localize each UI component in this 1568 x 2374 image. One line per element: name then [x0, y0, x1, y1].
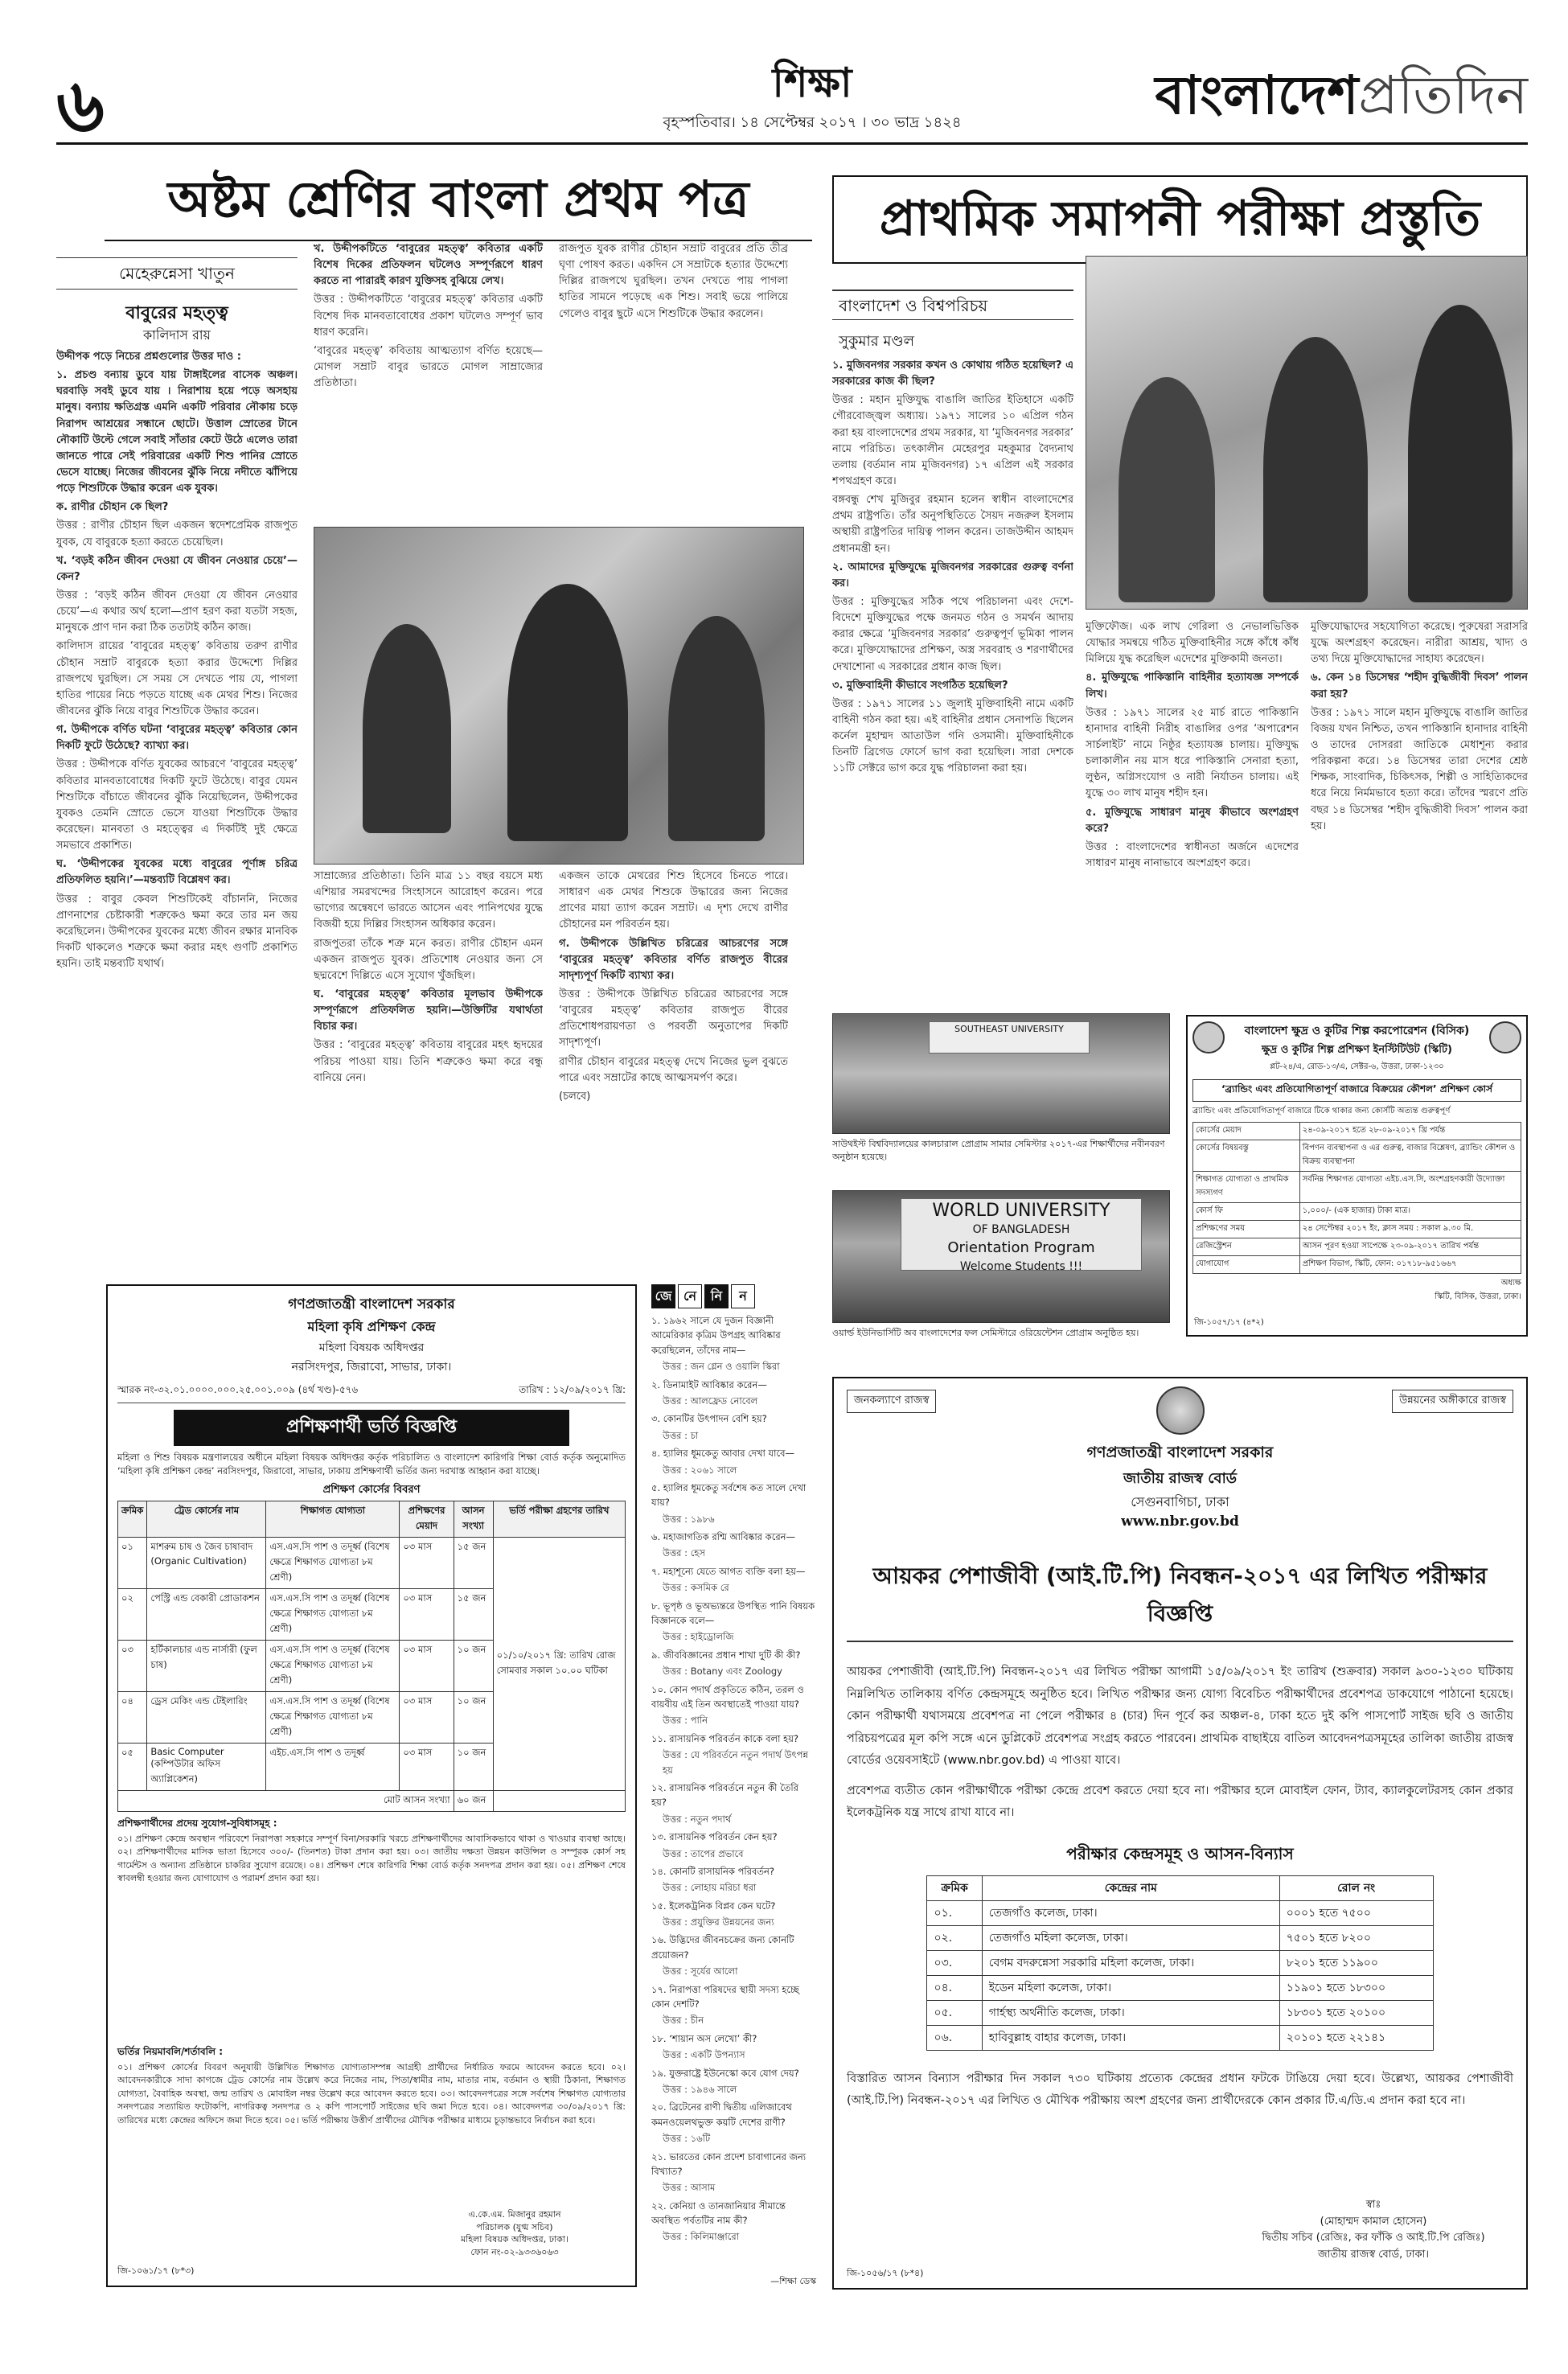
paragraph: উত্তর : ১৯৭১ সালের ২৫ মার্চ রাতে পাকিস্তানি হানাদার বাহিনী নিরীহ বাঙালির ওপর ‘অপারেশন সার্চলাইট’ নামে নিষ্ঠুর হত্যাযজ্ঞ চালায়। মুক্তিযুদ্ধ চলাকালীন নয় মাস ধরে পাকিস্তানি সেনারা হত্যা, লুণ্ঠন, অগ্নিসংযোগ ও নারী নির্যাতন চালায়। এই যুদ্ধে ৩০ লাখ মানুষ শহীদ হন। — [1086, 706, 1299, 800]
column-header: ক্রমিক — [118, 1501, 147, 1537]
row-value: ১,০০০/- (এক হাজার) টাকা মাত্র। — [1299, 1203, 1521, 1221]
table-row — [1193, 1238, 1521, 1256]
quiz-heading-letter: ন — [731, 1284, 755, 1308]
article-column — [559, 869, 788, 1238]
photo-banner: SOUTHEAST UNIVERSITY — [929, 1021, 1090, 1054]
paragraph: একজন তাকে মেথরের শিশু হিসেবে চিনতে পারে। সাধারণ এক মেথর শিশুকে উদ্ধারের জন্য নিজের প্রাণের মায়া ত্যাগ করেন সম্রাট। এ দৃশ্য দেখে রাণীর চৌহানের মন পরিবর্তন হয়। — [559, 870, 788, 931]
column-header: ভর্তি পরীক্ষা গ্রহণের তারিখ — [493, 1501, 625, 1537]
row-label: কোর্সের মেয়াদ — [1193, 1123, 1300, 1140]
bangla-lesson-article — [56, 161, 812, 1242]
table-cell: ০৩ মাস — [400, 1743, 454, 1790]
article-column — [1311, 619, 1528, 1001]
ad-banner: প্রশিক্ষণার্থী ভর্তি বিজ্ঞপ্তি — [174, 1410, 569, 1446]
table-cell: ০৪ — [118, 1691, 147, 1743]
newspaper-name — [1155, 55, 1528, 143]
article-column — [314, 869, 543, 1238]
table-cell: ০৩ — [118, 1640, 147, 1691]
paragraph: ২. আমাদের মুক্তিযুদ্ধে মুজিবনগর সরকারের গুরুত্ব বর্ণনা কর। — [832, 561, 1073, 589]
table-cell: ০৩ মাস — [400, 1691, 454, 1743]
paragraph: ৬. কেন ১৪ ডিসেম্বর ‘শহীদ বুদ্ধিজীবী দিবস’ পালন করা হয়? — [1311, 672, 1528, 700]
table-row — [927, 1925, 1433, 1950]
quiz-answer: উত্তর : একটি উপন্যাস — [663, 2049, 745, 2061]
quiz-question: ১২. রাসায়নিক পরিবর্তনে নতুন কী তৈরি হয়? — [651, 1781, 798, 1809]
table-row — [118, 1790, 626, 1811]
row-value: প্রশিক্ষণ বিভাগ, স্কিটি, ফোন: ০১৭১৮-৯৫১৬৬৭ — [1299, 1256, 1521, 1274]
table-cell: ০৩ মাস — [400, 1588, 454, 1640]
row-value: ২৪ সেপ্টেম্বর ২০১৭ ইং, ক্লাস সময় : সকাল ৯.৩০ মি. — [1299, 1221, 1521, 1238]
ad-paragraph: প্রবেশপত্র ব্যতীত কোন পরীক্ষার্থীকে পরীক্ষা কেন্দ্রে প্রবেশ করতে দেয়া হবে না। পরীক্ষার হলে মোবাইল ফোন, ট্যাব, ক্যালকুলেটরসহ কোন প্রকার ইলেকট্রনিক যন্ত্র সাথে রাখা যাবে না। — [847, 1784, 1513, 1820]
skitti-logo-icon — [1489, 1021, 1521, 1054]
table-row — [1193, 1172, 1521, 1203]
paragraph: খ. ‘বড়ই কঠিন জীবন দেওয়া যে জীবন নেওয়ার চেয়ে’—কেন? — [56, 554, 298, 583]
newspaper-name-light: প্রতিদিন — [1358, 64, 1528, 126]
dateline: বৃহস্পতিবার। ১৪ সেপ্টেম্বর ২০১৭ । ৩০ ভাদ্র ১৪২৪ — [663, 114, 962, 131]
ad-org-name: বাংলাদেশ ক্ষুদ্র ও কুটির শিল্প করপোরেশন (বিসিক) — [1244, 1025, 1470, 1037]
ad-paragraph: বিস্তারিত আসন বিন্যাস পরীক্ষার দিন সকাল ৭৩০ ঘটিকায় প্রত্যেক কেন্দ্রের প্রধান ফটকে টাঙিয়ে দেয়া হবে। উল্লেখ্য, আয়কর পেশাজীবী (আই.টি.পি) নিবন্ধন-২০১৭ এর লিখিত ও মৌখিক পরীক্ষায় অংশ গ্রহণের জন্য প্রার্থীদেরকে কোন প্রকার টি.এ/ডি.এ প্রদান করা হবে না। — [847, 2072, 1513, 2108]
table-cell: ইডেন মহিলা কলেজ, ঢাকা। — [982, 1975, 1279, 2000]
quiz-answer: উত্তর : চীন — [663, 2015, 704, 2027]
article-column — [314, 241, 543, 523]
venue-table — [926, 1875, 1433, 2051]
quiz-answer: উত্তর : কসমিক রে — [663, 1582, 729, 1594]
table-cell: ০০০১ হতে ৭৫০০ — [1279, 1900, 1433, 1925]
memo-line — [117, 1383, 626, 1403]
table-cell: ০৬. — [927, 2025, 982, 2050]
row-label: শিক্ষাগত যোগ্যতা ও প্রাথমিক সদস্যগণ — [1193, 1172, 1300, 1203]
table-caption: প্রশিক্ষণ কোর্সের বিবরণ — [322, 1483, 421, 1496]
quiz-question: ৩. কোনটির উৎপাদন বেশি হয়? — [651, 1413, 767, 1425]
paragraph: মুক্তিযোদ্ধাদের সহযোগিতা করেছে। পুরুষেরা সরাসরি যুদ্ধে অংশগ্রহণ করেছেন। নারীরা আশ্রয়, খাদ্য ও তথ্য দিয়ে মুক্তিযোদ্ধাদের সাহায্য করেছেন। — [1311, 621, 1528, 666]
quiz-question: ১৯. যুক্তরাষ্ট্রে ইউনেস্কো কবে যোগ দেয়? — [651, 2067, 799, 2079]
primary-exam-article — [832, 161, 1528, 1001]
paragraph: সাম্রাজ্যের প্রতিষ্ঠাতা। তিনি মাত্র ১১ বছর বয়সে মধ্য এশিয়ার সমরখন্দের সিংহাসনে আরোহণ করেন। পরে ভাগ্যের অন্বেষণে ভারতে আসেন এবং পানিপথের যুদ্ধে বিজয়ী হয়ে দিল্লির সিংহাসন অধিকার করেন। — [314, 870, 543, 931]
student-figure — [507, 584, 628, 841]
table-cell: ১০ জন — [454, 1691, 493, 1743]
benefits-text: ০১। প্রশিক্ষণ কেন্দ্রে অবস্থান পরিবেশে নিরাপত্তা সহকারে সম্পূর্ণ বিনা/সরকারি খরচে প্রশিক্ষণার্থীদের আবাসিকভাবে থাকা ও খাওয়ার ব্যবস্থা আছে। ০২। প্রশিক্ষণার্থীদের মাসিক ভাতা হিসেবে ৩০০/- (তিনশত) টাকা প্রদান করা হয়। ০৩। জাতীয় দক্ষতা উন্নয়ন কাউন্সিল ও সম্পূরক কোর্স সহ গার্মেন্টস ও অন্যান্য প্রতিষ্ঠানে চাকরির সুযোগ রয়েছে। ০৪। প্রশিক্ষণ শেষে কারিগরি শিক্ষা বোর্ড কর্তৃক সনদপত্র প্রদান করা হয়। ০৫। প্রশিক্ষণ শেষে স্বাবলম্বী হওয়ার জন্য যোগাযোগ ও পরামর্শ প্রদান করা হয়। — [117, 1833, 626, 1883]
row-label: কোর্সের বিষয়বস্তু — [1193, 1140, 1300, 1172]
table-row — [927, 1900, 1433, 1925]
row-value: বিপণন ব্যবস্থাপনা ও এর গুরুত্ব, বাজার বিশ্লেষণ, ব্র্যান্ডিং কৌশল ও বিক্রয় ব্যবস্থাপনা — [1299, 1140, 1521, 1172]
quiz-answer: উত্তর : আলফ্রেড নোবেল — [663, 1394, 758, 1407]
paragraph: রাজপুতরা তাঁকে শত্রু মনে করত। রাণীর চৌহান এমন একজন রাজপুত যুবক। প্রতিশোধ নেওয়ার জন্য সে ছদ্মবেশে দিল্লিতে এসে সুযোগ খুঁজছিল। — [314, 937, 543, 982]
column-header: কেন্দ্রের নাম — [982, 1875, 1279, 1900]
paragraph: ৪. মুক্তিযুদ্ধে পাকিস্তানি বাহিনীর হত্যাযজ্ঞ সম্পর্কে লিখ। — [1086, 672, 1299, 700]
table-cell: ৮২০১ হতে ১১৯০০ — [1279, 1950, 1433, 1975]
quiz-answer: উত্তর : কিলিমাঞ্জারো — [663, 2231, 740, 2243]
quiz-question: ১৩. রাসায়নিক পরিবর্তন কেন হয়? — [651, 1831, 778, 1843]
quiz-answer: উত্তর : তাপের প্রভাবে — [663, 1847, 744, 1859]
quiz-answer: উত্তর : ২০৬১ সালে — [663, 1464, 737, 1476]
table-cell: ১১৯০১ হতে ১৮৩০০ — [1279, 1975, 1433, 2000]
table-cell: তেজগাঁও কলেজ, ঢাকা। — [982, 1900, 1279, 1925]
quiz-heading — [651, 1284, 816, 1308]
table-row — [927, 2025, 1433, 2050]
paragraph: উত্তর : উদ্দীপকে উল্লিখিত চরিত্রের আচরণের সঙ্গে ‘বাবুরের মহত্ত্ব’ কবিতার রাজপুত বীরের প্রতিশোধপরায়ণতা ও পরবর্তী অনুতাপের দিকটি সাদৃশ্যপূর্ণ। — [559, 988, 788, 1049]
paragraph: উত্তর : উদ্দীপকটিতে ‘বাবুরের মহত্ত্ব’ কবিতার একটি বিশেষ দিক মানবতাবোধের প্রকাশ ঘটলেও সম্পূর্ণ ভাব ধারণ করেনি। — [314, 294, 543, 339]
poem-title: বাবুরের মহত্ত্ব — [125, 303, 228, 323]
quiz-question: ৫. হ্যালির ধূমকেতু সর্বশেষ কত সালে দেখা যায়? — [651, 1481, 807, 1509]
table-cell: ১০ জন — [454, 1743, 493, 1790]
row-label: কোর্স ফি — [1193, 1203, 1300, 1221]
ad-org-name: জাতীয় রাজস্ব বোর্ড — [1123, 1470, 1238, 1487]
course-title: ‘ব্র্যান্ডিং এবং প্রতিযোগিতাপূর্ণ বাজারে বিক্রয়ের কৌশল’ প্রশিক্ষণ কোর্স — [1192, 1079, 1521, 1102]
article-title: প্রাথমিক সমাপনী পরীক্ষা প্রস্তুতি — [832, 175, 1528, 264]
quiz-answer: উত্তর : চা — [663, 1429, 699, 1441]
paragraph: গ. উদ্দীপকে বর্ণিত ঘটনা ‘বাবুরের মহত্ত্ব’ কবিতার কোন দিকটি ফুটে উঠেছে? ব্যাখ্যা কর। — [56, 724, 298, 753]
table-cell: গার্হস্থ্য অর্থনীতি কলেজ, ঢাকা। — [982, 2000, 1279, 2025]
quiz-question: ২২. কেনিয়া ও তানজানিয়ার সীমান্তে অবস্থিত পর্বতটির নাম কী? — [651, 2199, 786, 2227]
table-row — [927, 1975, 1433, 2000]
ad-reference: জি-১০৫৬/১৭ (৮*৪) — [847, 2268, 924, 2278]
ad-org-name: মহিলা কৃষি প্রশিক্ষণ কেন্দ্র — [307, 1319, 436, 1334]
masthead — [56, 48, 1528, 149]
rules-text: ০১। প্রশিক্ষণ কোর্সের বিবরণ অনুযায়ী উল্লিখিত শিক্ষাগত যোগ্যতাসম্পন্ন আগ্রহী প্রার্থীদের নির্ধারিত ফরমে আবেদন করতে হবে। ০২। আবেদনকারীকে সাদা কাগজে ট্রেড কোর্সের নাম উল্লেখ করে নিজের নাম, পিতা/স্বামীর নাম, মাতার নাম, বর্তমান ও স্থায়ী ঠিকানা, শিক্ষাগত যোগ্যতা, বৈবাহিক অবস্থা, জন্ম তারিখ ও মোবাইল নম্বর উল্লেখ করে আবেদন করতে হবে। ০৩। আবেদনপত্রের সঙ্গে সর্বশেষ শিক্ষাগত যোগ্যতার সনদপত্রের সত্যায়িত ফটোকপি, নাগরিকত্ব সনদপত্র ও ২ কপি পাসপোর্ট সাইজের ছবি জমা দিতে হবে। ০৪। আবেদনপত্র ৩০/০৯/২০১৭ খ্রি: তারিখের মধ্যে কেন্দ্রের অফিসে জমা দিতে হবে। ০৫। ভর্তি পরীক্ষায় উত্তীর্ণ প্রার্থীদের মৌখিক পরীক্ষার মাধ্যমে চূড়ান্তভাবে নির্বাচন করা হবে। — [117, 2061, 626, 2126]
paragraph: ঘ. ‘উদ্দীপকের যুবকের মধ্যে বাবুরের পূর্ণাঙ্গ চরিত্র প্রতিফলিত হয়নি।’—মন্তব্যটি বিশ্লেষণ কর। — [56, 858, 298, 887]
student-figure — [1408, 305, 1513, 602]
subject-heading: বাংলাদেশ ও বিশ্বপরিচয় — [832, 290, 1073, 320]
quiz-question: ২০. ব্রিটেনের রাণী দ্বিতীয় এলিজাবেথ কমনওয়েলথভুক্ত কয়টি দেশের রাণী? — [651, 2101, 792, 2128]
paragraph: উত্তর : বাংলাদেশের স্বাধীনতা অর্জনে এদেশের সাধারণ মানুষ নানাভাবে অংশগ্রহণ করে। — [1086, 840, 1299, 869]
quiz-items — [651, 1313, 816, 2266]
row-value: সর্বনিম্ন শিক্ষাগত যোগ্যতা এইচ.এস.সি, অংশগ্রহণকারী উদ্যোক্তা — [1299, 1172, 1521, 1203]
quiz-question: ১৭. নিরাপত্তা পরিষদের স্থায়ী সদস্য হচ্ছে কোন দেশটি? — [651, 1983, 799, 2011]
table-cell: ১৫ জন — [454, 1537, 493, 1588]
banner-line: Orientation Program — [947, 1239, 1095, 1256]
table-cell: ২০১০১ হতে ২২১৪১ — [1279, 2025, 1433, 2050]
ad-govt-heading: গণপ্রজাতন্ত্রী বাংলাদেশ সরকার — [288, 1296, 455, 1312]
paragraph: খ. উদ্দীপকটিতে ‘বাবুরের মহত্ত্ব’ কবিতার একটি বিশেষ দিকের প্রতিফলন ঘটলেও সম্পূর্ণরূপে ধারণ করতে না পারারই কারণ যুক্তিসহ বুঝিয়ে লেখ। — [314, 243, 543, 288]
ad-intro: মহিলা ও শিশু বিষয়ক মন্ত্রণালয়ের অধীনে মহিলা বিষয়ক অধিদপ্তর কর্তৃক পরিচালিত ও বাংলাদেশ কারিগরি শিক্ষা বোর্ড কর্তৃক অনুমোদিত ‘মহিলা কৃষি প্রশিক্ষণ কেন্দ্র’ নরসিংদপুর, জিরাবো, সাভার, ঢাকায় প্রশিক্ষণার্থী ভর্তির জন্য দরখাস্ত আহ্বান করা যাচ্ছে। — [117, 1452, 626, 1477]
bscic-training-ad — [1186, 1015, 1528, 1337]
table-cell: ০৩ মাস — [400, 1537, 454, 1588]
ad-address: সেগুনবাগিচা, ঢাকা — [1131, 1494, 1229, 1509]
women-training-admission-ad — [106, 1284, 637, 2287]
row-label: যোগাযোগ — [1193, 1256, 1300, 1274]
ad-reference: জি-১০৫৭/১৭ (৪*২) — [1194, 1318, 1264, 1327]
quiz-question: ৯. জীববিজ্ঞানের প্রধান শাখা দুটি কী কী? — [651, 1649, 801, 1661]
quiz-question: ১১. রাসায়নিক পরিবর্তন কাকে বলা হয়? — [651, 1732, 799, 1744]
banner-line: WORLD UNIVERSITY — [932, 1201, 1110, 1221]
row-value: ২৪-০৯-২০১৭ হতে ২৮-০৯-২০১৭ খ্রি পর্যন্ত — [1299, 1123, 1521, 1140]
paragraph: মুক্তিফৌজ। এক লাখ গেরিলা ও নেভালভিত্তিক যোদ্ধার সমন্বয়ে গঠিত মুক্তিবাহিনীর সঙ্গে কাঁধে কাঁধ মিলিয়ে যুদ্ধ করেছিল এদেশের মুক্তিকামী জনতা। — [1086, 621, 1299, 666]
nbr-exam-notice-ad — [832, 1377, 1528, 2290]
quiz-question: ১. ১৯৬২ সালে যে দুজন বিজ্ঞানী আমেরিকার কৃত্রিম উপগ্রহ আবিষ্কার করেছিলেন, তাঁদের নাম— — [651, 1315, 781, 1356]
table-cell: এস.এস.সি পাশ ও তদূর্ধ্ব (বিশেষ ক্ষেত্রে শিক্ষাগত যোগ্যতা ৮ম শ্রেণী) — [266, 1640, 400, 1691]
article-column — [56, 349, 298, 1242]
ad-address: প্লট-২৪/এ, রোড-১৩/এ, সেক্টর-৬, উত্তরা, ঢাকা-১২৩০ — [1270, 1062, 1444, 1071]
column-header: আসন সংখ্যা — [454, 1501, 493, 1537]
table-cell: ০১ — [118, 1537, 147, 1588]
column-header: প্রশিক্ষণের মেয়াদ — [400, 1501, 454, 1537]
ad-signature: অধ্যক্ষ স্কিটি, বিসিক, উত্তরা, ঢাকা। — [1435, 1279, 1521, 1301]
quiz-answer: উত্তর : ১৬টি — [663, 2133, 711, 2145]
quiz-credit: —শিক্ষা ডেস্ক — [770, 2276, 816, 2286]
table-cell: ০৪. — [927, 1975, 982, 2000]
quiz-heading-letter: নি — [704, 1284, 729, 1308]
course-details-table — [1192, 1122, 1521, 1274]
table-cell: ৭৫০১ হতে ৮২০০ — [1279, 1925, 1433, 1950]
quiz-answer: উত্তর : যে পরিবর্তনে নতুন পদার্থ উৎপন্ন হয় — [663, 1749, 809, 1776]
table-cell — [493, 1790, 625, 1811]
table-cell: ৬০ জন — [454, 1790, 493, 1811]
rules-heading: ভর্তির নিয়মাবলি/শর্তাবলি : — [117, 2045, 224, 2057]
paragraph: উত্তর : মুক্তিযুদ্ধের সঠিক পথে পরিচালনা এবং দেশে-বিদেশে মুক্তিযুদ্ধের পক্ষে জনমত গঠন ও সমর্থন আদায় করার ক্ষেত্রে ‘মুজিবনগর সরকার’ গুরুত্বপূর্ণ ভূমিকা পালন করে। মুক্তিযোদ্ধাদের প্রশিক্ষণ, অস্ত্র সরবরাহ ও শরণার্থীদের দেখাশোনা এ সরকারের প্রধান কাজ ছিল। — [832, 595, 1073, 673]
ad-website: www.nbr.gov.bd — [1121, 1514, 1239, 1530]
paragraph: উত্তর : উদ্দীপকে বর্ণিত যুবকের আচরণে ‘বাবুরের মহত্ত্ব’ কবিতার মানবতাবোধের দিকটি ফুটে উঠেছে। বাবুর যেমন শিশুটিকে বাঁচাতে জীবনের ঝুঁকি নিয়েছিলেন, উদ্দীপকের যুবকও তেমনি স্রোতে ভেসে যাওয়া শিশুটিকে উদ্ধার করেছেন। মানবতা ও মহত্ত্বের এ দিকটিই দুই ক্ষেত্রে সমভাবে প্রকাশিত। — [56, 758, 298, 852]
article-byline: সুকুমার মণ্ডল — [839, 333, 914, 350]
quiz-answer: উত্তর : প্রযুক্তির উন্নয়নের জন্য — [663, 1916, 774, 1928]
table-row — [927, 1950, 1433, 1975]
article-byline: মেহেরুন্নেসা খাতুন — [56, 257, 298, 290]
student-figure — [1263, 337, 1368, 602]
quiz-question: ৮. ভূপৃষ্ঠ ও ভূঅভ্যন্তরে উপস্থিত পানি বিষয়ক বিজ্ঞানকে বলে— — [651, 1600, 815, 1627]
table-cell: ড্রেস মেকিং এন্ড টেইলারিং — [147, 1691, 266, 1743]
table-row — [1193, 1256, 1521, 1274]
table-cell: ০৫ — [118, 1743, 147, 1790]
quiz-answer: উত্তর : ১৯৪৬ সালে — [663, 2083, 737, 2095]
banner-line: OF BANGLADESH — [972, 1223, 1070, 1236]
table-cell: ১৮৩০১ হতে ২০১০০ — [1279, 2000, 1433, 2025]
ad-slogan-right: উন্নয়নের অঙ্গীকারে রাজস্ব — [1392, 1390, 1513, 1413]
table-row — [118, 1537, 626, 1588]
table-cell: এইচ.এস.সি পাশ ও তদূর্ধ্ব — [266, 1743, 400, 1790]
table-cell: ০২ — [118, 1588, 147, 1640]
student-figure — [1119, 377, 1215, 602]
paragraph: উত্তর : ‘বাবুরের মহত্ত্ব’ কবিতায় বাবুরের মহৎ হৃদয়ের পরিচয় পাওয়া যায়। তিনি শত্রুকেও ক্ষমা করে বন্ধু বানিয়ে নেন। — [314, 1039, 543, 1084]
paragraph: ১. মুজিবনগর সরকার কখন ও কোথায় গঠিত হয়েছিল? এ সরকারের কাজ কী ছিল? — [832, 359, 1073, 388]
quiz-answer: উত্তর : হাইড্রোলজি — [663, 1631, 734, 1643]
student-figure — [363, 624, 451, 833]
paragraph: উত্তর : মহান মুক্তিযুদ্ধ বাঙালি জাতির ইতিহাসে একটি গৌরবোজ্জ্বল অধ্যায়। ১৯৭১ সালের ১০ এপ্রিল গঠন করা হয় বাংলাদেশের প্রথম সরকার, যা ‘মুজিবনগর সরকার’ নামে পরিচিত। তৎকালীন মেহেরপুর মহকুমার বৈদ্যনাথ তলায় (বর্তমান নাম মুজিবনগর) ১৭ এপ্রিল এই সরকার শপথগ্রহণ করে। — [832, 394, 1073, 487]
ad-signature: স্বাঃ (মোহাম্মদ কামাল হোসেন) দ্বিতীয় সচিব (রেজিঃ, কর ফাঁকি ও আই.টি.পি রেজিঃ) জাতীয় রাজস্ব বোর্ড, ঢাকা। — [1262, 2198, 1485, 2261]
bscic-logo-icon — [1192, 1021, 1225, 1054]
table-cell: এস.এস.সি পাশ ও তদূর্ধ্ব (বিশেষ ক্ষেত্রে শিক্ষাগত যোগ্যতা ৮ম শ্রেণী) — [266, 1691, 400, 1743]
poem-author: কালিদাস রায় — [143, 327, 211, 343]
photo-caption: ওয়ার্ল্ড ইউনিভার্সিটি অব বাংলাদেশের ফল সেমিস্টারে ওরিয়েন্টেশন প্রোগ্রাম অনুষ্ঠিত হয়। — [832, 1328, 1139, 1338]
photo-banner — [901, 1198, 1142, 1271]
column-header: ট্রেড কোর্সের নাম — [147, 1501, 266, 1537]
quiz-question: ৭. মহাশূন্যে যেতে আগত ব্যক্তি বলা হয়— — [651, 1565, 806, 1577]
table-cell: মাশরুম চাষ ও জৈব চাষাবাদ (Organic Cultivation) — [147, 1537, 266, 1588]
paragraph: উদ্দীপক পড়ে নিচের প্রশ্নগুলোর উত্তর দাও : — [56, 351, 241, 363]
section-title: শিক্ষা — [772, 59, 852, 106]
paragraph: (চলবে) — [559, 1090, 591, 1103]
course-table — [117, 1501, 626, 1812]
ad-org-subname: ক্ষুদ্র ও কুটির শিল্প প্রশিক্ষণ ইনস্টিটিউট (স্কিটি) — [1262, 1044, 1452, 1056]
table-cell: এস.এস.সি পাশ ও তদূর্ধ্ব (বিশেষ ক্ষেত্রে শিক্ষাগত যোগ্যতা ৮ম শ্রেণী) — [266, 1588, 400, 1640]
venue-table-title: পরীক্ষার কেন্দ্রসমূহ ও আসন-বিন্যাস — [1066, 1843, 1294, 1863]
row-label: রেজিস্ট্রেশন — [1193, 1238, 1300, 1256]
table-cell: ০১. — [927, 1900, 982, 1925]
article-column — [1086, 619, 1299, 1001]
table-cell: এস.এস.সি পাশ ও তদূর্ধ্ব (বিশেষ ক্ষেত্রে শিক্ষাগত যোগ্যতা ৮ম শ্রেণী) — [266, 1537, 400, 1588]
table-cell: Basic Computer (কম্পিউটার অফিস অ্যাপ্লিকেশন) — [147, 1743, 266, 1790]
paragraph: উত্তর : ১৯৭১ সালের ১১ জুলাই মুক্তিবাহিনী নামে একটি বাহিনী গঠন করা হয়। এই বাহিনীর প্রধান সেনাপতি ছিলেন কর্নেল মুহাম্মদ আতাউল গনি ওসমানী। মুক্তিবাহিনীকে তিনটি ব্রিগেড ফোর্সে ভাগ করা হয়েছিল। সারা দেশকে ১১টি সেক্টরে ভাগ করে যুদ্ধ পরিচালনা করা হয়। — [832, 697, 1073, 775]
newspaper-name-bold: বাংলাদেশ — [1155, 64, 1359, 126]
course-note: ব্র্যান্ডিং এবং প্রতিযোগিতাপূর্ণ বাজারে টিকে থাকার জন্য কোর্সটি অত্যন্ত গুরুত্বপূর্ণ — [1192, 1107, 1451, 1115]
table-row — [1193, 1221, 1521, 1238]
paragraph: ৫. মুক্তিযুদ্ধে সাধারণ মানুষ কীভাবে অংশগ্রহণ করে? — [1086, 806, 1299, 835]
benefits-heading: প্রশিক্ষণার্থীদের প্রদেয় সুযোগ-সুবিধাসমূহ : — [117, 1817, 277, 1829]
paragraph: ঘ. ‘বাবুরের মহত্ত্ব’ কবিতার মূলভাব উদ্দীপকে সম্পূর্ণরূপে প্রতিফলিত হয়নি।—উক্তিটির যথার্থতা বিচার কর। — [314, 988, 543, 1033]
paragraph: উত্তর : ‘বড়ই কঠিন জীবন দেওয়া যে জীবন নেওয়ার চেয়ে’—এ কথার অর্থ হলো—প্রাণ হরণ করা যতটা সহজ, মানুষকে প্রাণ দান করা ঠিক ততটাই কঠিন কাজ। — [56, 589, 298, 635]
table-cell: ০১/১০/২০১৭ খ্রি: তারিখ রোজ সোমবার সকাল ১০.০০ ঘটিকা — [493, 1537, 625, 1790]
table-row — [1193, 1203, 1521, 1221]
table-cell: ১৫ জন — [454, 1588, 493, 1640]
paragraph: ক. রাণীর চৌহান কে ছিল? — [56, 501, 169, 514]
student-figure — [668, 616, 765, 841]
column-header: শিক্ষাগত যোগ্যতা — [266, 1501, 400, 1537]
paragraph: বঙ্গবন্ধু শেখ মুজিবুর রহমান হলেন স্বাধীন বাংলাদেশের প্রথম রাষ্ট্রপতি। তাঁর অনুপস্থিতিতে সৈয়দ নজরুল ইসলাম অস্থায়ী রাষ্ট্রপতির দায়িত্ব পালন করেন। তাজউদ্দীন আহমদ প্রধানমন্ত্রী হন। — [832, 494, 1073, 555]
quiz-answer: উত্তর : আসাম — [663, 2182, 716, 2194]
paragraph: রাজপুত যুবক রাণীর চৌহান সম্রাট বাবুরের প্রতি তীব্র ঘৃণা পোষণ করত। একদিন সে সম্রাটকে হত্যার উদ্দেশ্যে দিল্লির রাজপথে ঘুরছিল। তখন দেখতে পায় পাগলা হাতির সামনে পড়েছে এক শিশু। সবাই ভয়ে পালিয়ে গেলেও বাবুর ছুটে এসে শিশুটিকে উদ্ধার করলেন। — [559, 243, 788, 320]
paragraph: উত্তর : ১৯৭১ সালে মহান মুক্তিযুদ্ধে বাঙালি জাতির বিজয় যখন নিশ্চিত, তখন পাকিস্তানি হানাদার বাহিনী ও তাদের দোসররা জাতিকে মেধাশূন্য করার পরিকল্পনা করে। ১৪ ডিসেম্বর তারা দেশের শ্রেষ্ঠ শিক্ষক, সাংবাদিক, চিকিৎসক, শিল্পী ও সাহিত্যিকদের ধরে নিয়ে নির্মমভাবে হত্যা করে। তাঁদের স্মরণে প্রতি বছর ১৪ ডিসেম্বর ‘শহীদ বুদ্ধিজীবী দিবস’ পালন করা হয়। — [1311, 706, 1528, 832]
quiz-answer: উত্তর : Botany এবং Zoology — [663, 1665, 782, 1678]
quiz-answer: উত্তর : নতুন পদার্থ — [663, 1813, 732, 1825]
quiz-heading-letter: জে — [651, 1284, 675, 1308]
ad-govt-heading: গণপ্রজাতন্ত্রী বাংলাদেশ সরকার — [1086, 1444, 1274, 1461]
paragraph: রাণীর চৌহান বাবুরের মহত্ত্ব দেখে নিজের ভুল বুঝতে পারে এবং সম্রাটের কাছে আত্মসমর্পণ করে। — [559, 1055, 788, 1084]
paragraph: কালিদাস রায়ের ‘বাবুরের মহত্ত্ব’ কবিতায় তরুণ রাণীর চৌহান সম্রাট বাবুরকে হত্যা করার উদ্দেশ্যে দিল্লির রাজপথে ঘুরছিল। সে সময় সে দেখতে পায় যে, পাগলা হাতির পায়ের নিচে পড়তে যাচ্ছে এক মেথর শিশু। নিজের জীবনের ঝুঁকি নিয়ে বাবুর শিশুটিকে উদ্ধার করেন। — [56, 640, 298, 717]
quiz-answer: উত্তর : লোহায় মরিচা ধরা — [663, 1882, 757, 1894]
table-cell: হর্টিকালচার এন্ড নার্সারী (ফুল চাষ) — [147, 1640, 266, 1691]
quiz-question: ১০. কোন পদার্থ প্রকৃতিতে কঠিন, তরল ও বায়বীয় এই তিন অবস্থাতেই পাওয়া যায়? — [651, 1683, 804, 1710]
paragraph: উত্তর : বাবুর কেবল শিশুটিকেই বাঁচাননি, নিজের প্রাণনাশের চেষ্টাকারী শত্রুকেও ক্ষমা করে তার মন জয় করেছিলেন। উদ্দীপকের যুবকের মধ্যে জীবন রক্ষার মানবিক দিকটি থাকলেও শত্রুকে ক্ষমা করার মহৎ গুণটি প্রকাশিত হয়নি। তাই মন্তব্যটি যথার্থ। — [56, 893, 298, 971]
govt-seal-icon — [1156, 1386, 1205, 1435]
ad-paragraph: আয়কর পেশাজীবী (আই.টি.পি) নিবন্ধন-২০১৭ এর লিখিত পরীক্ষা আগামী ১৫/০৯/২০১৭ ইং তারিখ (শুক্রবার) সকাল ৯৩০-১২৩০ ঘটিকায় নিম্নলিখিত তালিকায় বর্ণিত কেন্দ্রসমূহে অনুষ্ঠিত হবে। লিখিত পরীক্ষার জন্য যোগ্য বিবেচিত পরীক্ষার্থীদের প্রবেশপত্র ডাকযোগে পাঠানো হয়েছে। কোন পরীক্ষার্থী যথাসময়ে প্রবেশপত্র না পেলে পরীক্ষার ৪ (চার) দিন পূর্বে কর অঞ্চল-৪, ঢাকা হতে দুই কপি পাসপোর্ট সাইজ ছবি ও জাতীয় পরিচয়পত্রের মূল কপি সঙ্গে এনে ডুপ্লিকেট প্রবেশপত্র সংগ্রহ করতে পারবেন। প্রাথমিক বাছাইয়ে বাতিল আবেদনপত্রসমূহের তালিকা জাতীয় রাজস্ব বোর্ডের ওয়েবসাইটে (www.nbr.gov.bd) এ পাওয়া যাবে। — [847, 1665, 1513, 1768]
table-cell: ০৩ মাস — [400, 1640, 454, 1691]
table-cell: তেজগাঁও মহিলা কলেজ, ঢাকা। — [982, 1925, 1279, 1950]
column-header: রোল নং — [1279, 1875, 1433, 1900]
quiz-answer: উত্তর : জন গ্লেন ও ওয়ালি স্কিরা — [663, 1361, 780, 1373]
photo-caption: সাউথইস্ট বিশ্ববিদ্যালয়ের কালচারাল প্রোগ্রাম সামার সেমিস্টার ২০১৭-এর শিক্ষার্থীদের নবীনবরণ অনুষ্ঠান হয়েছে। — [832, 1139, 1165, 1162]
paragraph: গ. উদ্দীপকে উল্লিখিত চরিত্রের আচরণের সঙ্গে ‘বাবুরের মহত্ত্ব’ কবিতার বর্ণিত রাজপুত বীরের সাদৃশ্যপূর্ণ দিকটি ব্যাখ্যা কর। — [559, 937, 788, 982]
ad-dept-name: মহিলা বিষয়ক অধিদপ্তর — [318, 1341, 425, 1354]
quiz-question: ১৮. ‘শায়ান অস লেখো’ কী? — [651, 2032, 757, 2044]
table-row — [1193, 1140, 1521, 1172]
ad-address: নরসিংদপুর, জিরাবো, সাভার, ঢাকা। — [291, 1361, 452, 1374]
table-row — [927, 2000, 1433, 2025]
page-number: ৬ — [56, 63, 105, 149]
paragraph: ৩. মুক্তিবাহিনী কীভাবে সংগঠিত হয়েছিল? — [832, 679, 1008, 692]
paragraph: উত্তর : রাণীর চৌহান ছিল একজন স্বদেশপ্রেমিক রাজপুত যুবক, যে বাবুরকে হত্যা করতে চেয়েছিল। — [56, 520, 298, 548]
quiz-question: ৬. মহাজাগতিক রশ্মি আবিষ্কার করেন— — [651, 1531, 796, 1543]
ad-signature: এ.কে.এম. মিজানুর রহমান পরিচালক (যুগ্ম সচিব) মহিলা বিষয়ক অধিদপ্তর, ঢাকা। ফোন নং-০২-৯৩৩৬০৬৩ — [461, 2209, 569, 2257]
paragraph: ‘বাবুরের মহত্ত্ব’ কবিতায় আত্মত্যাগ বর্ণিত হয়েছে—মোগল সম্রাট বাবুর ভারতে মোগল সাম্রাজ্যের প্রতিষ্ঠাতা। — [314, 344, 543, 390]
row-label: প্রশিক্ষণের সময় — [1193, 1221, 1300, 1238]
general-knowledge-quiz — [651, 1284, 816, 2290]
memo-date: তারিখ : ১২/০৯/২০১৭ খ্রি: — [519, 1384, 626, 1395]
row-value: আসন পূরণ হওয়া সাপেক্ষে ২৩-০৯-২০১৭ তারিখ পর্যন্ত — [1299, 1238, 1521, 1256]
article-column — [559, 241, 788, 523]
table-cell: পেস্ট্রি এন্ড বেকারী প্রোডাকশন — [147, 1588, 266, 1640]
quiz-answer: উত্তর : সূর্যের আলো — [663, 1965, 738, 1978]
table-cell: ০৩. — [927, 1950, 982, 1975]
column-header: ক্রমিক — [927, 1875, 982, 1900]
quiz-question: ১৪. কোনটি রাসায়নিক পরিবর্তন? — [651, 1865, 774, 1877]
quiz-question: ১৫. ইলেকট্রনিক বিপ্লব কেন ঘটে? — [651, 1900, 776, 1912]
article-column — [832, 358, 1073, 1001]
quiz-question: ২. ডিনামাইট আবিষ্কার করেন— — [651, 1378, 767, 1390]
table-cell: ১০ জন — [454, 1640, 493, 1691]
table-cell: ০২. — [927, 1925, 982, 1950]
quiz-question: ৪. হ্যালির ধূমকেতু আবার দেখা যাবে— — [651, 1448, 794, 1460]
ad-reference: জি-১০৬১/১৭ (৮*৩) — [117, 2265, 195, 2276]
table-cell: ০৫. — [927, 2000, 982, 2025]
ad-title: আয়কর পেশাজীবী (আই.টি.পি) নিবন্ধন-২০১৭ এর লিখিত পরীক্ষার বিজ্ঞপ্তি — [847, 1559, 1513, 1642]
table-cell: হাবিবুল্লাহ বাহার কলেজ, ঢাকা। — [982, 2025, 1279, 2050]
banner-line: Welcome Students !!! — [959, 1260, 1083, 1273]
students-exam-photo — [314, 527, 804, 865]
paragraph: ১. প্রচণ্ড বন্যায় ডুবে যায় টাঙ্গাইলের বাসেক অঞ্চল। ঘরবাড়ি সবই ডুবে যায় । নিরাশায় হয়ে পড়ে অসহায় মানুষ। বন্যায় ক্ষতিগ্রস্ত এমনি একটি পরিবার নৌকায় চড়ে নিরাপদ আশ্রয়ের সন্ধানে ছোটে। উত্তাল স্রোতের টানে নৌকাটি উল্টে গেলে সবাই সাঁতার কেটে উঠে এলেও তারা জানতে পারে সেই পরিবারের একটি শিশু পানির স্রোতে ভেসে যাচ্ছে। নিজের জীবনের ঝুঁকি নিয়ে নদীতে ঝাঁপিয়ে পড়ে শিশুটিকে উদ্ধার করেন এক যুবক। — [56, 369, 298, 495]
memo-number: স্মারক নং-৩২.০১.০০০০.০০০.২৫.০০১.০০৯ (৪র্থ খণ্ড)-৫৭৬ — [117, 1384, 359, 1395]
ad-slogan-left: জনকল্যাণে রাজস্ব — [847, 1390, 936, 1413]
quiz-answer: উত্তর : হেস — [663, 1547, 705, 1559]
students-writing-photo — [1086, 256, 1528, 610]
quiz-question: ১৬. উদ্ভিদের জীবনচক্রের জন্য কোনটি প্রয়োজন? — [651, 1934, 794, 1961]
table-cell: বেগম বদরুন্নেসা সরকারি মহিলা কলেজ, ঢাকা। — [982, 1950, 1279, 1975]
table-cell: মোট আসন সংখ্যা — [118, 1790, 454, 1811]
quiz-question: ২১. ভারতের কোন প্রদেশ চাবাগানের জন্য বিখ্যাত? — [651, 2150, 807, 2177]
article-title: অষ্টম শ্রেণির বাংলা প্রথম পত্র — [105, 161, 812, 241]
quiz-answer: উত্তর : ১৯৮৬ — [663, 1513, 715, 1525]
quiz-heading-letter: নে — [678, 1284, 702, 1308]
table-row — [1193, 1123, 1521, 1140]
quiz-answer: উত্তর : পানি — [663, 1715, 708, 1727]
